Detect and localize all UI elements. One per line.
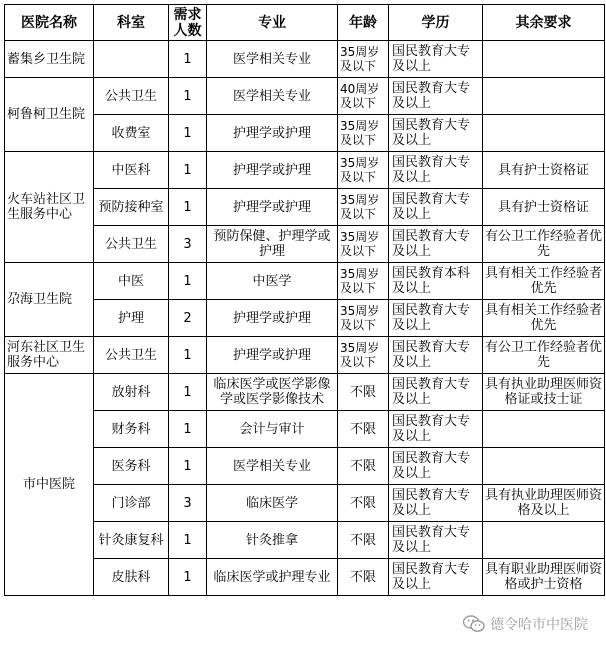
cell-department: 中医	[94, 263, 169, 300]
cell-count: 1	[169, 115, 207, 152]
cell-department: 财务科	[94, 411, 169, 448]
cell-other: 有公卫工作经验者优先	[483, 226, 605, 263]
cell-age: 不限	[338, 374, 389, 411]
cell-count: 1	[169, 189, 207, 226]
cell-other: 具有护士资格证	[483, 152, 605, 189]
cell-department: 收费室	[94, 115, 169, 152]
table-header-row	[5, 5, 605, 41]
cell-count: 1	[169, 522, 207, 559]
cell-count: 1	[169, 78, 207, 115]
cell-major: 临床医学或护理专业	[207, 559, 338, 596]
cell-department: 公共卫生	[94, 78, 169, 115]
cell-other: 具有相关工作经验者优先	[483, 300, 605, 337]
cell-department: 公共卫生	[94, 337, 169, 374]
cell-department: 放射科	[94, 374, 169, 411]
cell-major: 医学相关专业	[207, 41, 338, 78]
cell-major: 会计与审计	[207, 411, 338, 448]
cell-count: 1	[169, 41, 207, 78]
cell-education: 国民教育大专及以上	[389, 115, 483, 152]
cell-department: 皮肤科	[94, 559, 169, 596]
cell-major: 护理学或护理	[207, 300, 338, 337]
wechat-icon	[463, 615, 485, 633]
cell-education: 国民教育大专及以上	[389, 152, 483, 189]
cell-age: 40周岁及以下	[338, 78, 389, 115]
cell-education: 国民教育本科及以上	[389, 263, 483, 300]
cell-age: 35周岁及以下	[338, 226, 389, 263]
cell-major: 护理学或护理	[207, 189, 338, 226]
table-row	[5, 152, 605, 189]
cell-count: 1	[169, 411, 207, 448]
header-age: 年龄	[338, 5, 389, 41]
recruitment-table-container	[4, 4, 605, 596]
cell-other	[483, 448, 605, 485]
watermark-text: 德令哈市中医院	[490, 617, 588, 633]
cell-count: 3	[169, 485, 207, 522]
cell-other: 具有执业助理医师资格及以上	[483, 485, 605, 522]
cell-department: 门诊部	[94, 485, 169, 522]
cell-major: 针灸推拿	[207, 522, 338, 559]
cell-major: 临床医学或医学影像学或医学影像技术	[207, 374, 338, 411]
cell-other	[483, 115, 605, 152]
table-row	[5, 522, 605, 559]
table-row	[5, 337, 605, 374]
cell-age: 35周岁及以下	[338, 189, 389, 226]
cell-major: 医学相关专业	[207, 78, 338, 115]
watermark	[459, 612, 592, 636]
table-row	[5, 485, 605, 522]
table-row	[5, 226, 605, 263]
cell-age: 35周岁及以下	[338, 337, 389, 374]
cell-other: 具有护士资格证	[483, 189, 605, 226]
cell-education: 国民教育大专及以上	[389, 374, 483, 411]
header-count: 需求人数	[169, 5, 207, 41]
cell-hospital: 河东社区卫生服务中心	[5, 337, 94, 374]
cell-hospital: 柯鲁柯卫生院	[5, 78, 94, 152]
cell-major: 临床医学	[207, 485, 338, 522]
cell-department: 中医科	[94, 152, 169, 189]
table-row	[5, 448, 605, 485]
cell-hospital: 市中医院	[5, 374, 94, 596]
cell-hospital: 蓄集乡卫生院	[5, 41, 94, 78]
table-row	[5, 78, 605, 115]
cell-major: 护理学或护理	[207, 337, 338, 374]
cell-department: 护理	[94, 300, 169, 337]
cell-age: 35周岁及以下	[338, 41, 389, 78]
cell-age: 不限	[338, 448, 389, 485]
cell-age: 35周岁及以下	[338, 152, 389, 189]
cell-department	[94, 41, 169, 78]
table-row	[5, 559, 605, 596]
cell-other: 有公卫工作经验者优先	[483, 337, 605, 374]
table-row	[5, 411, 605, 448]
cell-education: 国民教育大专及以上	[389, 41, 483, 78]
cell-age: 不限	[338, 559, 389, 596]
header-other: 其余要求	[483, 5, 605, 41]
cell-count: 1	[169, 152, 207, 189]
cell-education: 国民教育大专及以上	[389, 226, 483, 263]
cell-age: 35周岁及以下	[338, 115, 389, 152]
cell-education: 国民教育大专及以上	[389, 559, 483, 596]
table-row	[5, 374, 605, 411]
cell-count: 1	[169, 559, 207, 596]
cell-education: 国民教育大专及以上	[389, 485, 483, 522]
cell-age: 不限	[338, 411, 389, 448]
cell-age: 35周岁及以下	[338, 300, 389, 337]
cell-education: 国民教育大专及以上	[389, 448, 483, 485]
cell-count: 1	[169, 337, 207, 374]
cell-other: 具有职业助理医师资格或护士资格	[483, 559, 605, 596]
cell-department: 公共卫生	[94, 226, 169, 263]
table-row	[5, 189, 605, 226]
header-department: 科室	[94, 5, 169, 41]
cell-other: 具有相关工作经验者优先	[483, 263, 605, 300]
cell-other	[483, 41, 605, 78]
cell-age: 不限	[338, 522, 389, 559]
header-hospital: 医院名称	[5, 5, 94, 41]
cell-count: 1	[169, 263, 207, 300]
cell-education: 国民教育大专及以上	[389, 337, 483, 374]
table-row	[5, 115, 605, 152]
cell-count: 1	[169, 374, 207, 411]
cell-education: 国民教育大专及以上	[389, 189, 483, 226]
cell-hospital: 火车站社区卫生服务中心	[5, 152, 94, 263]
cell-major: 医学相关专业	[207, 448, 338, 485]
cell-education: 国民教育大专及以上	[389, 300, 483, 337]
cell-count: 3	[169, 226, 207, 263]
cell-major: 护理学或护理	[207, 115, 338, 152]
cell-age: 35周岁及以下	[338, 263, 389, 300]
cell-other: 具有执业助理医师资格证或技士证	[483, 374, 605, 411]
table-row	[5, 263, 605, 300]
cell-count: 2	[169, 300, 207, 337]
cell-age: 不限	[338, 485, 389, 522]
cell-other	[483, 78, 605, 115]
cell-department: 预防接种室	[94, 189, 169, 226]
cell-education: 国民教育大专及以上	[389, 78, 483, 115]
cell-education: 国民教育大专及以上	[389, 522, 483, 559]
header-education: 学历	[389, 5, 483, 41]
cell-major: 护理学或护理	[207, 152, 338, 189]
cell-count: 1	[169, 448, 207, 485]
table-row	[5, 41, 605, 78]
cell-major: 预防保健、护理学或护理	[207, 226, 338, 263]
table-row	[5, 300, 605, 337]
header-major: 专业	[207, 5, 338, 41]
cell-department: 针灸康复科	[94, 522, 169, 559]
cell-education: 国民教育大专及以上	[389, 411, 483, 448]
cell-other	[483, 411, 605, 448]
cell-hospital: 尕海卫生院	[5, 263, 94, 337]
recruitment-table	[4, 4, 605, 596]
cell-department: 医务科	[94, 448, 169, 485]
cell-major: 中医学	[207, 263, 338, 300]
cell-other	[483, 522, 605, 559]
